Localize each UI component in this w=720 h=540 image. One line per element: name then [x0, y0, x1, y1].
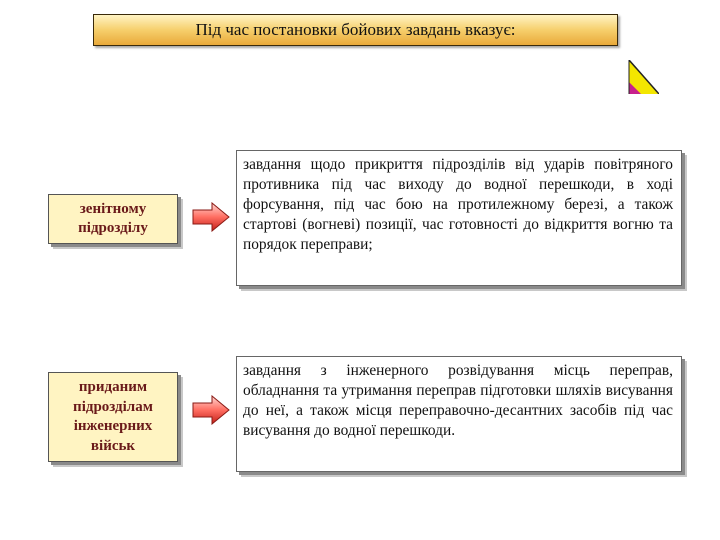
slide-title: Під час постановки бойових завдань вказує: — [93, 14, 618, 46]
label-engineering: приданим підрозділам інженерних військ — [73, 379, 153, 454]
arrow-right-icon — [192, 202, 230, 232]
label-box-engineering — [48, 372, 178, 462]
task-text-anti-aircraft: завдання щодо прикриття підрозділів від ударів повітряного противника під час виходу до водної перешкоди, в ході форсування, під час бою на протилежному березі, а також стартові (вогневі) позиції, час готовності до відкриття вогню та порядок переправи; — [243, 156, 673, 253]
arrow-right-icon — [192, 395, 230, 425]
corner-triangle-icon — [625, 60, 659, 94]
task-description-engineering — [236, 356, 682, 472]
label-anti-aircraft: зенітному підрозділу — [78, 200, 148, 236]
label-box-anti-aircraft — [48, 194, 178, 244]
task-text-engineering: завдання з інженерного розвідування місць переправ, обладнання та утримання переправ підготовки шляхів висування до неї, а також місця переправочно-десантних засобів під час висування до водної перешкоди. — [243, 362, 673, 439]
task-description-anti-aircraft — [236, 150, 682, 286]
